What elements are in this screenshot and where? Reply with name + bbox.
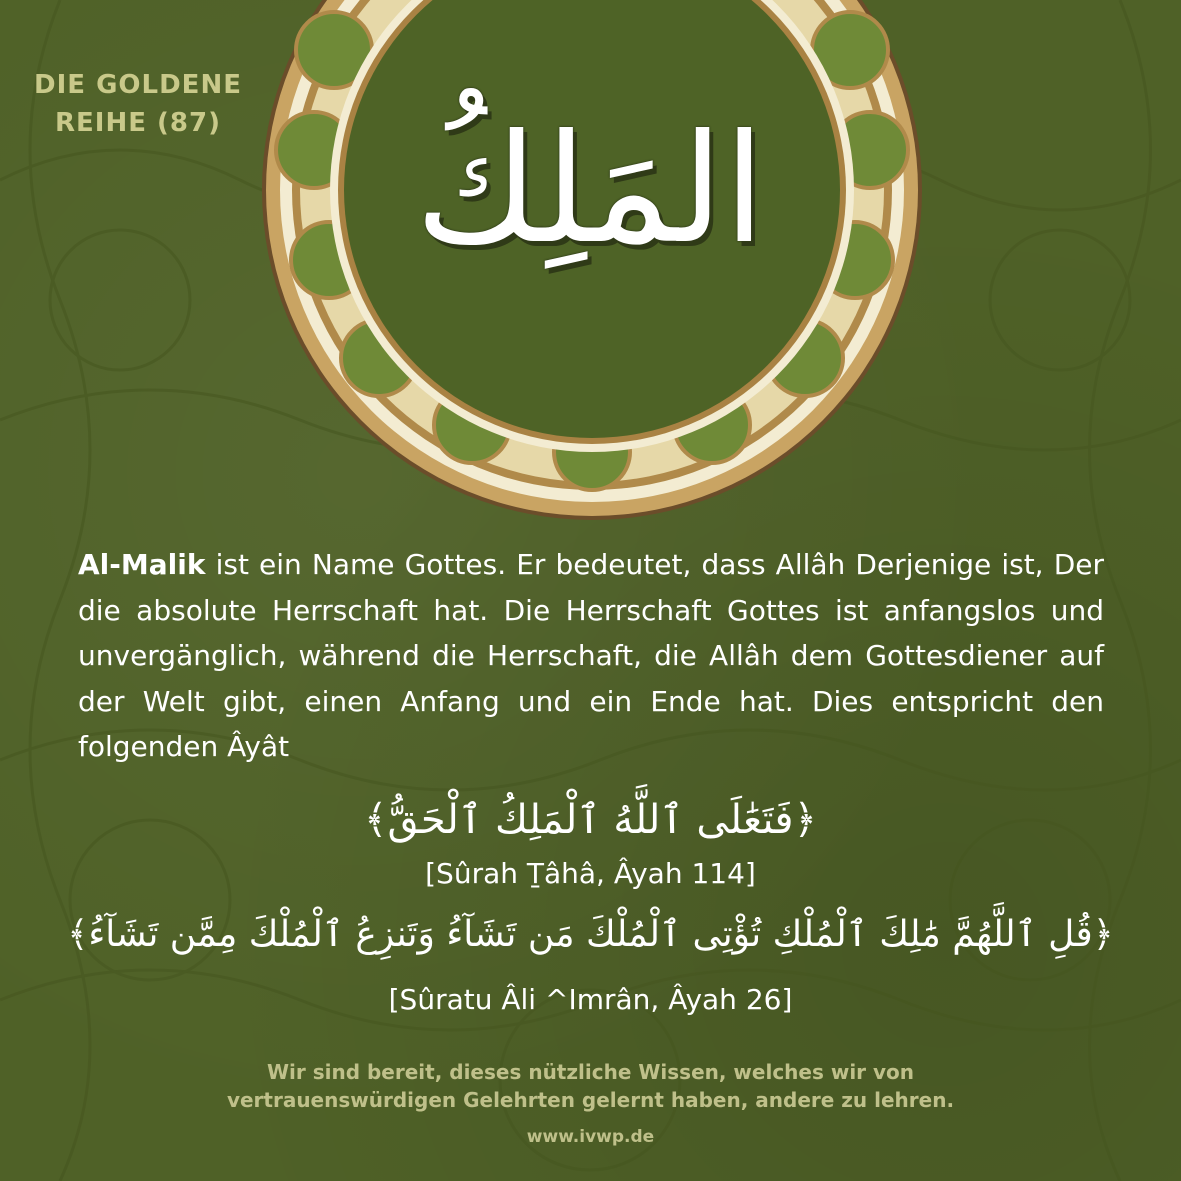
footer-line1: Wir sind bereit, dieses nützliche Wissen, welches wir von <box>266 1060 915 1084</box>
description-name: Al-Malik <box>78 548 206 581</box>
verse-2-arabic: ﴿قُلِ ٱللَّهُمَّ مَٰلِكَ ٱلْمُلْكِ تُؤْتِى ٱلْمُلْكَ مَن تَشَآءُ وَتَنزِعُ ٱلْمُلْكَ مِمَّن تَشَآءُ﴾ <box>67 914 1114 955</box>
name-calligraphy: المَلِكُ <box>414 103 766 277</box>
series-title-line2: REIHE (87) <box>55 108 221 138</box>
verse-1-arabic: ﴿فَتَعَٰلَى ٱللَّهُ ٱلْمَلِكُ ٱلْحَقُّ﴾ <box>364 797 817 843</box>
footer-line2: vertrauenswürdigen Gelehrten gelernt haben, andere zu lehren. <box>226 1088 955 1112</box>
series-title-line1: DIE GOLDENE <box>34 70 242 100</box>
website-link[interactable]: www.ivwp.de <box>526 1127 655 1147</box>
description-text: ist ein Name Gottes. Er bedeutet, dass Allâh Derjenige ist, Der die absolute Herrschaft hat. Die Herrschaft Gottes ist anfangslos und unvergänglich, während die Herrschaft, die Allâh dem Gottesdiener auf der Welt gibt, einen Anfang und ein Ende hat. Dies entspricht den folgenden Âyât <box>78 548 1104 763</box>
description-paragraph <box>78 542 1104 770</box>
footer-note <box>120 1058 1061 1114</box>
verse-1-reference: [Sûrah Ṯâhâ, Âyah 114] <box>425 857 756 890</box>
verse-2-reference: [Sûratu Âli ^Imrân, Âyah 26] <box>388 983 793 1016</box>
